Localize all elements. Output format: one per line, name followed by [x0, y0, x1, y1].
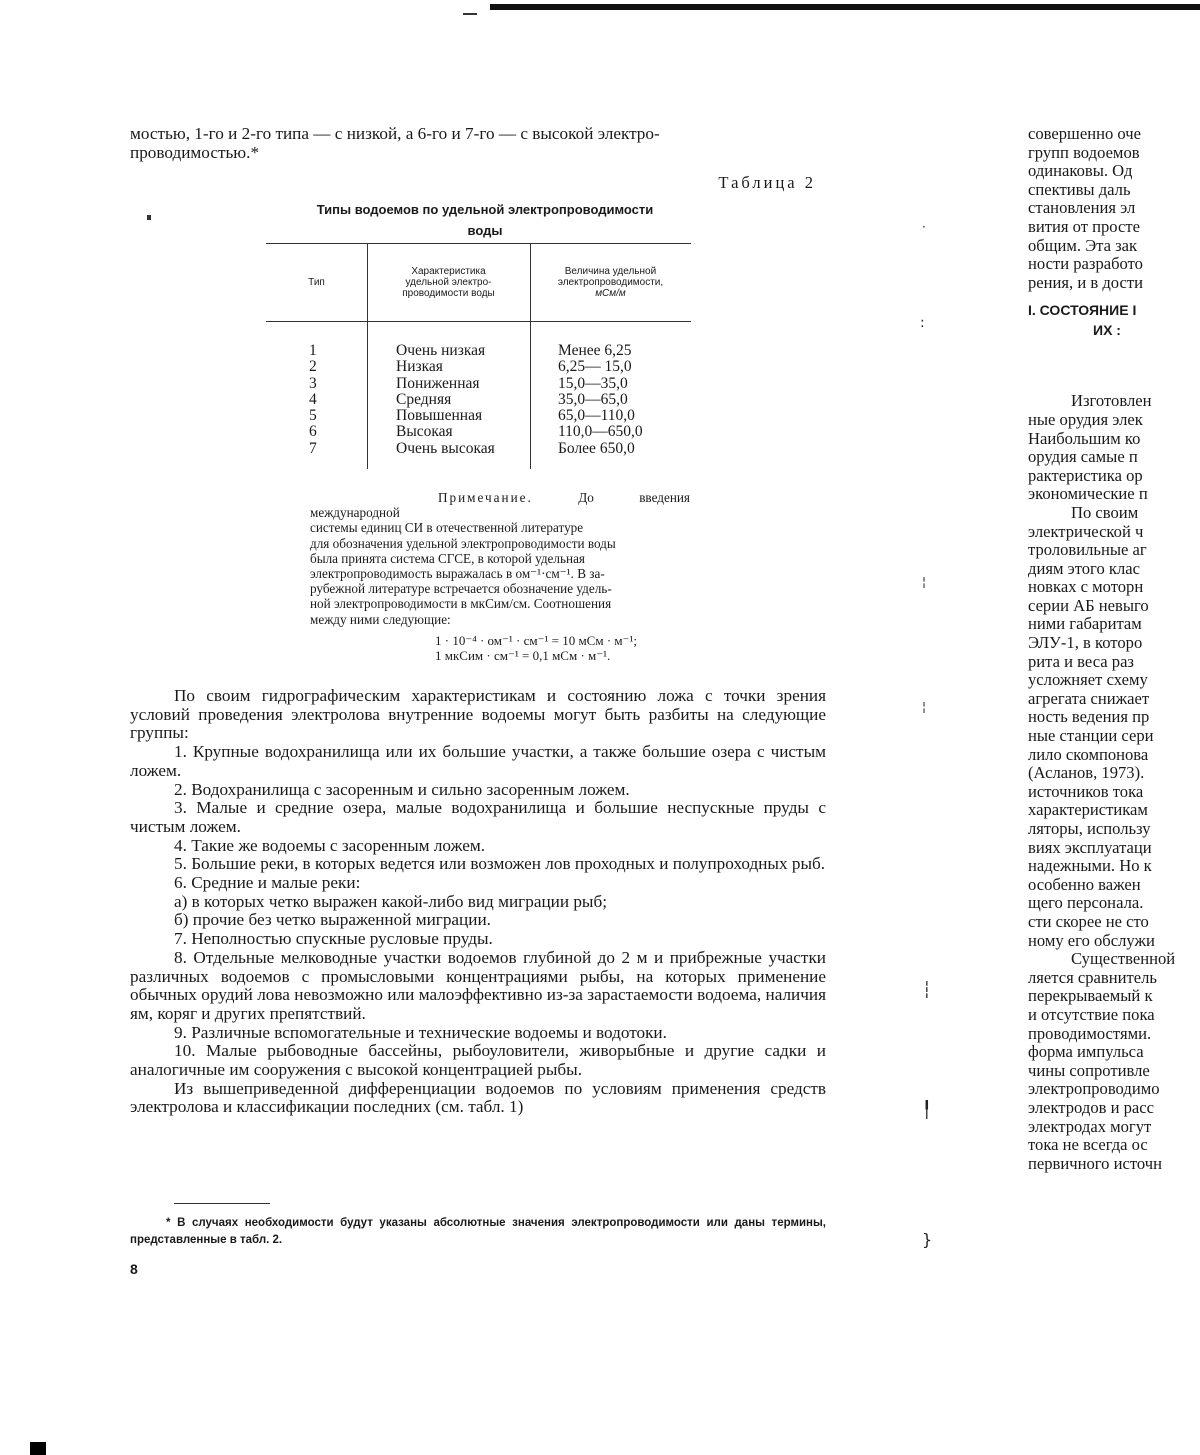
- text-line: Существенной: [1028, 950, 1200, 969]
- scan-top-edge: [490, 4, 1200, 10]
- list-item: 3. Малые и средние озера, малые водохранилища и большие неспускные пруды с чистым ложем.: [130, 799, 826, 836]
- text-line: характеристикам: [1028, 801, 1200, 820]
- type-cell: 4: [309, 392, 329, 408]
- footnote-rule: [174, 1203, 270, 1204]
- table-title: [275, 199, 695, 241]
- characteristic-cell: Низкая: [396, 359, 526, 375]
- text-line: и отсутствие пока: [1028, 1006, 1200, 1025]
- paragraph: Из вышеприведенной дифференциации водоемов по условиям применения средств электролова и классификации последних (см. табл. 1): [130, 1080, 826, 1117]
- text-line: тока не всегда ос: [1028, 1136, 1200, 1155]
- heading-line: ИХ :: [1028, 320, 1200, 340]
- value-cell: 35,0—65,0: [558, 392, 678, 408]
- text-line: троловильные аг: [1028, 541, 1200, 560]
- gutter-mark: ¦: [922, 700, 926, 714]
- text-line: источников тока: [1028, 783, 1200, 802]
- text-line: одинаковы. Од: [1028, 162, 1200, 181]
- scan-corner-mark: [30, 1442, 46, 1455]
- header-characteristic: [367, 243, 530, 321]
- text-line: ляторы, использу: [1028, 820, 1200, 839]
- text-line: электродов и расс: [1028, 1099, 1200, 1118]
- table-rule: [266, 321, 691, 322]
- text-line: ные станции сери: [1028, 727, 1200, 746]
- text-line: электродах могут: [1028, 1118, 1200, 1137]
- type-cell: 5: [309, 408, 329, 424]
- table-number: Таблица 2: [130, 174, 826, 193]
- body-text: [130, 687, 826, 1117]
- text-line: спективы даль: [1028, 181, 1200, 200]
- right-top-text: [1028, 125, 1200, 292]
- intro-line: мостью, 1-го и 2-го типа — с низкой, а 6-го и 7-го — с высокой электро-: [130, 125, 826, 144]
- characteristic-cell: Пониженная: [396, 376, 526, 392]
- list-item: 1. Крупные водохранилища или их большие участки, а также большие озера с чистым ложем.: [130, 743, 826, 780]
- type-cell: 7: [309, 441, 329, 457]
- list-item: 6. Средние и малые реки:: [130, 874, 826, 893]
- note-line: системы единиц СИ в отечественной литературе: [310, 520, 690, 535]
- text-line: совершенно оче: [1028, 125, 1200, 144]
- text-line: сти скорее не сто: [1028, 913, 1200, 932]
- note-label: Примечание.: [438, 490, 533, 505]
- list-item: 9. Различные вспомогательные и технические водоемы и водотоки.: [130, 1024, 826, 1043]
- text-line: По своим: [1028, 504, 1200, 523]
- right-body-text: [1028, 392, 1200, 1173]
- sub-item: б) прочие без четко выраженной миграции.: [130, 911, 826, 930]
- formula: 1 · 10⁻⁴ · ом⁻¹ · см⁻¹ = 10 мСм · м⁻¹;: [435, 633, 690, 648]
- note-line: [310, 490, 690, 520]
- text-line: агрегата снижает: [1028, 690, 1200, 709]
- header-type-label: Тип: [308, 277, 325, 288]
- gutter-mark: ╿: [922, 1100, 932, 1119]
- text-line: становления эл: [1028, 199, 1200, 218]
- text-line: общим. Эта зак: [1028, 237, 1200, 256]
- text-line: ность ведения пр: [1028, 708, 1200, 727]
- header-line: удельной электро-: [402, 277, 494, 288]
- header-line: мСм/м: [558, 288, 663, 299]
- text-line: серии АБ невыго: [1028, 597, 1200, 616]
- text-line: групп водоемов: [1028, 144, 1200, 163]
- paragraph: По своим гидрографическим характеристикам и состоянию ложа с точки зрения условий проведения электролова внутренние водоемы могут быть разбиты на следующие группы:: [130, 687, 826, 743]
- value-cell: 6,25— 15,0: [558, 359, 678, 375]
- type-cell: 1: [309, 343, 329, 359]
- binding-gutter: [900, 120, 960, 1320]
- text-line: ЭЛУ-1, в которо: [1028, 634, 1200, 653]
- text-line: усложняет схему: [1028, 671, 1200, 690]
- text-line: виях эксплуатаци: [1028, 839, 1200, 858]
- text-line: электропроводимо: [1028, 1080, 1200, 1099]
- text-line: диям этого клас: [1028, 560, 1200, 579]
- characteristic-cell: Повышенная: [396, 408, 526, 424]
- characteristic-cell: Очень высокая: [396, 441, 526, 457]
- note-line: рубежной литературе встречается обозначение удель-: [310, 581, 690, 596]
- value-cell: Менее 6,25: [558, 343, 678, 359]
- text-line: надежными. Но к: [1028, 857, 1200, 876]
- table-title-line: воды: [275, 220, 695, 241]
- text-line: электрической ч: [1028, 523, 1200, 542]
- note-line: для обозначения удельной электропроводимости воды: [310, 536, 690, 551]
- type-column: [309, 343, 329, 457]
- value-cell: 15,0—35,0: [558, 376, 678, 392]
- list-item: 8. Отдельные мелководные участки водоемов глубиной до 2 м и прибрежные участки различных водоемов с промысловыми концентрациями рыбы, на которых применение обычных орудий лова невозможно или малоэффективно из-за зарастаемости водоема, наличия ям, коряг и других препятствий.: [130, 949, 826, 1024]
- text-line: перекрываемый к: [1028, 987, 1200, 1006]
- table-note: [310, 490, 690, 663]
- note-text: До введения международной: [310, 490, 690, 520]
- text-line: первичного источн: [1028, 1155, 1200, 1174]
- text-line: экономические п: [1028, 485, 1200, 504]
- sub-item: а) в которых четко выражен какой-либо вид миграции рыб;: [130, 893, 826, 912]
- characteristic-cell: Средняя: [396, 392, 526, 408]
- text-line: особенно важен: [1028, 876, 1200, 895]
- gutter-mark: ┆: [922, 980, 932, 999]
- text-line: вития от просте: [1028, 218, 1200, 237]
- value-cell: 65,0—110,0: [558, 408, 678, 424]
- list-item: 4. Такие же водоемы с засоренным ложем.: [130, 837, 826, 856]
- page-number: 8: [130, 1260, 138, 1279]
- list-item: 10. Малые рыбоводные бассейны, рыбоуловители, живорыбные и другие садки и аналогичные им сооружения с высокой концентрацией рыбы.: [130, 1042, 826, 1079]
- characteristic-cell: Высокая: [396, 424, 526, 440]
- header-value: [530, 243, 691, 321]
- type-cell: 3: [309, 376, 329, 392]
- text-line: рения, и в дости: [1028, 274, 1200, 293]
- list-item: 7. Неполностью спускные русловые пруды.: [130, 930, 826, 949]
- type-cell: 6: [309, 424, 329, 440]
- left-page: [130, 125, 826, 193]
- note-line: между ними следующие:: [310, 612, 690, 627]
- note-line: электропроводимость выражалась в ом⁻¹·см⁻¹. В за-: [310, 566, 690, 581]
- text-line: новках с моторн: [1028, 578, 1200, 597]
- list-item: 5. Большие реки, в которых ведется или возможен лов проходных и полупроходных рыб.: [130, 855, 826, 874]
- formula: 1 мкСим · см⁻¹ = 0,1 мСм · м⁻¹.: [435, 648, 690, 663]
- header-type: [266, 243, 367, 321]
- heading-line: I. СОСТОЯНИЕ I: [1028, 300, 1200, 320]
- text-line: (Асланов, 1973).: [1028, 764, 1200, 783]
- gutter-mark: :: [920, 315, 925, 331]
- scanned-book-spread: [0, 0, 1200, 1455]
- value-cell: 110,0—650,0: [558, 424, 678, 440]
- gutter-mark: ¦: [922, 575, 926, 589]
- text-line: Изготовлен: [1028, 392, 1200, 411]
- scan-mark: [463, 13, 477, 15]
- header-line: проводимости воды: [402, 288, 494, 299]
- table-title-line: Типы водоемов по удельной электропроводимости: [275, 199, 695, 220]
- list-item: 2. Водохранилища с засоренным и сильно засоренным ложем.: [130, 781, 826, 800]
- text-line: форма импульса: [1028, 1043, 1200, 1062]
- gutter-mark: }: [922, 1230, 932, 1249]
- header-line: электропроводимости,: [558, 277, 663, 288]
- intro-line: проводимостью.*: [130, 144, 826, 163]
- characteristic-column: [396, 343, 526, 457]
- text-line: ные орудия элек: [1028, 411, 1200, 430]
- note-line: ной электропроводимости в мкСим/см. Соотношения: [310, 596, 690, 611]
- value-column: [558, 343, 678, 457]
- text-line: Наибольшим ко: [1028, 430, 1200, 449]
- text-line: проводимостями.: [1028, 1025, 1200, 1044]
- footnote: * В случаях необходимости будут указаны абсолютные значения электропроводимости или даны термины, представленные в табл. 2.: [130, 1215, 826, 1249]
- text-line: ляется сравнитель: [1028, 969, 1200, 988]
- text-line: рактеристика ор: [1028, 467, 1200, 486]
- text-line: рита и веса раз: [1028, 653, 1200, 672]
- text-line: ному его обслужи: [1028, 932, 1200, 951]
- text-line: ности разработо: [1028, 255, 1200, 274]
- header-line: Величина удельной: [558, 266, 663, 277]
- right-page: [1028, 125, 1200, 1345]
- type-cell: 2: [309, 359, 329, 375]
- section-heading: [1028, 300, 1200, 340]
- text-line: ними габаритам: [1028, 615, 1200, 634]
- gutter-mark: ·: [922, 220, 926, 234]
- text-line: чины сопротивле: [1028, 1062, 1200, 1081]
- text-line: орудия самые п: [1028, 448, 1200, 467]
- text-line: лило скомпонова: [1028, 746, 1200, 765]
- text-line: щего персонала.: [1028, 894, 1200, 913]
- scan-speck: [147, 215, 151, 220]
- note-line: была принята система СГСЕ, в которой удельная: [310, 551, 690, 566]
- value-cell: Более 650,0: [558, 441, 678, 457]
- header-line: Характеристика: [402, 266, 494, 277]
- characteristic-cell: Очень низкая: [396, 343, 526, 359]
